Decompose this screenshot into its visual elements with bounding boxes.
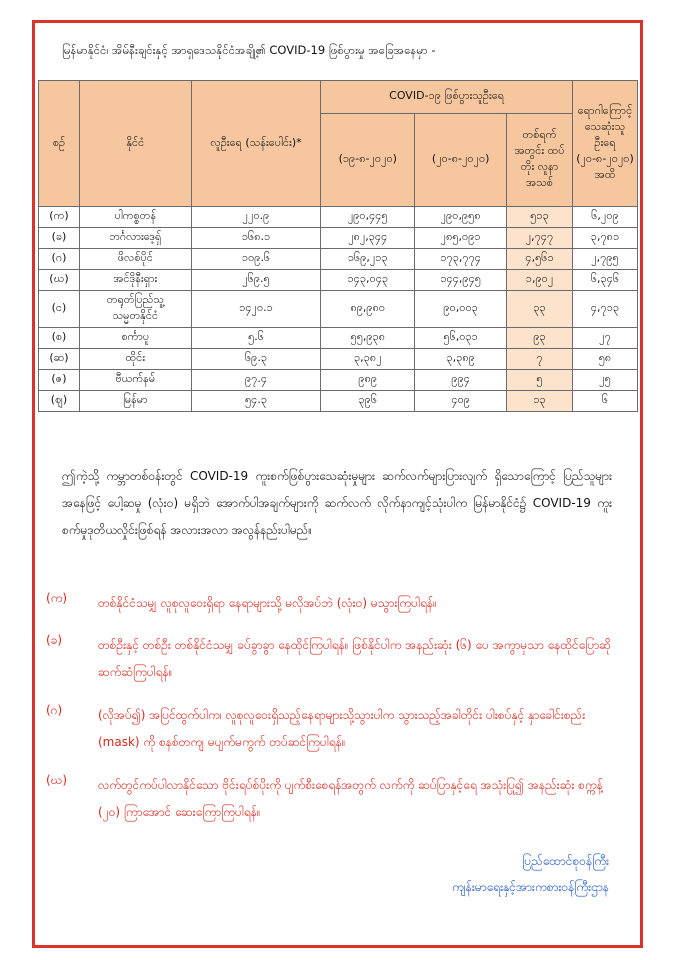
- cell-cases-date-2: ၉၀,၀၀၃: [415, 291, 507, 328]
- guideline-number: (ခ): [46, 633, 63, 647]
- header-deaths: ရောဂါကြောင့် သေဆုံးသူဦးရေ (၂၀-၈-၂၀၂၀) အထိ: [572, 81, 637, 207]
- cell-no: (င): [39, 291, 80, 328]
- table-row: [39, 291, 638, 328]
- cell-cases-date-1: ၃၉၆: [321, 391, 415, 412]
- cell-population: ၁၄၂၀.၁: [191, 291, 321, 328]
- guideline-text: လက်တွင်ကပ်ပါလာနိုင်သော ဗိုင်းရပ်စ်ပိုးကို ပျက်စီးစေရန်အတွက် လက်ကို ဆပ်ပြာနှင့်ရေ အသုံးပြု၍ အနည်းဆုံး စက္ကန့် (၂၀) ကြာအောင် ဆေးကြောကြပါရန်။: [98, 778, 603, 819]
- cell-cases-date-2: ၂၉၀,၉၅၈: [415, 207, 507, 228]
- signature-title: ပြည်ထောင်စုဝန်ကြီး: [522, 854, 609, 868]
- guideline-number: (ဃ): [46, 773, 68, 787]
- cell-no: (ဆ): [39, 349, 80, 370]
- cell-no: (ဂ): [39, 249, 80, 270]
- cell-new-cases: ၇: [507, 349, 573, 370]
- table-row: [39, 391, 638, 412]
- cell-new-cases: ၁၃: [507, 391, 573, 412]
- cell-country: ထိုင်း: [79, 349, 191, 370]
- cell-country: အင်ဒိုနီးရှား: [79, 270, 191, 291]
- cell-cases-date-1: ၉၈၉: [321, 370, 415, 391]
- guideline-text: တစ်ဦးနှင့် တစ်ဦး တစ်နိုင်ငံသမျှ ခပ်ခွာခွာ နေထိုင်ကြပါရန်။ ဖြစ်နိုင်ပါက အနည်းဆုံး (၆) ပေ အကွာမှသာ နေထိုင်ပြောဆိုဆက်ဆံကြပါရန်။: [98, 638, 611, 679]
- cell-population: ၅၄.၃: [191, 391, 321, 412]
- table-row: [39, 349, 638, 370]
- cell-no: (က): [39, 207, 80, 228]
- cell-cases-date-1: ၃,၃၈၂: [321, 349, 415, 370]
- cell-new-cases: ၅၁၃: [507, 207, 573, 228]
- cell-deaths: ၅၈: [572, 349, 637, 370]
- guideline-text: (လိုအပ်၍) အပြင်ထွက်ပါက၊ လူစုလူဝေးရှိသည့်နေရာများသို့သွားပါက သွားသည့်အခါတိုင်း ပါးစပ်နှင့် နှာခေါင်းစည်း (mask) ကို စနစ်တကျ မပျက်မကွက် တပ်ဆင်ကြပါရန်။: [98, 708, 586, 749]
- header-population: လူဦးရေ (သန်းပေါင်း)*: [191, 81, 321, 207]
- cell-cases-date-2: ၂၈၅,၀၉၁: [415, 228, 507, 249]
- header-country: နိုင်ငံ: [79, 81, 191, 207]
- cell-cases-date-1: ၁၆၉,၂၁၃: [321, 249, 415, 270]
- header-no: စဉ်: [39, 81, 80, 207]
- cell-deaths: ၂၇: [572, 328, 637, 349]
- body-paragraph: ဤကဲ့သို့ ကမ္ဘာတစ်ဝန်းတွင် COVID-19 ကူးစက်ဖြစ်ပွားသေဆုံးမှုများ ဆက်လက်များပြားလျက် ရှိသောကြောင့် ပြည်သူများအနေဖြင့် ပေါ့ဆမှု (လုံး၀) မရှိဘဲ အောက်ပါအချက်များကို ဆက်လက် လိုက်နာကျင့်သုံးပါက မြန်မာနိုင်ငံ၌ COVID-19 ကူးစက်မှုဒုတိယလှိုင်းဖြစ်ရန် အလားအလာ အလွန်နည်းပါမည်။: [62, 469, 612, 537]
- cell-cases-date-1: ၅၅,၉၃၈: [321, 328, 415, 349]
- cell-cases-date-1: ၂၉၀,၄၄၅: [321, 207, 415, 228]
- guideline-number: (က): [46, 591, 68, 605]
- cell-cases-date-2: ၁၇၃,၇၇၄: [415, 249, 507, 270]
- cell-deaths: ၆,၂၀၉: [572, 207, 637, 228]
- cell-population: ၅.၆: [191, 328, 321, 349]
- guideline-text: တစ်နိုင်ငံသမျှ လူစုလူဝေးရှိရာ နေရာများသို့ မလိုအပ်ဘဲ (လုံး၀) မသွားကြပါရန်။: [98, 596, 437, 610]
- cell-cases-date-2: ၃,၃၈၉: [415, 349, 507, 370]
- table-row: [39, 270, 638, 291]
- cell-no: (ဇ): [39, 370, 80, 391]
- cell-no: (ခ): [39, 228, 80, 249]
- cell-cases-date-1: ၁၄၃,၀၄၃: [321, 270, 415, 291]
- cell-population: ၂၂၀.၉: [191, 207, 321, 228]
- cell-cases-date-2: ၉၉၄: [415, 370, 507, 391]
- cell-no: (စ): [39, 328, 80, 349]
- cell-deaths: ၃,၇၈၁: [572, 228, 637, 249]
- guideline-item: [46, 702, 616, 756]
- cell-country: မြန်မာ: [79, 391, 191, 412]
- covid-cases-table: [38, 80, 638, 412]
- cell-cases-date-1: ၂၈၂,၃၄၄: [321, 228, 415, 249]
- cell-country: ဘင်္ဂလားဒေ့ရှ်: [79, 228, 191, 249]
- cell-deaths: ၆: [572, 391, 637, 412]
- cell-country: ဖိလစ်ပိုင်: [79, 249, 191, 270]
- cell-population: ၆၉.၃: [191, 349, 321, 370]
- cell-population: ၂၆၉.၅: [191, 270, 321, 291]
- cell-new-cases: ၂,၇၄၇: [507, 228, 573, 249]
- cell-deaths: ၄,၇၁၃: [572, 291, 637, 328]
- header-cases-group: COVID-၁၉ ဖြစ်ပွားသူဦးရေ: [321, 81, 573, 114]
- header-date-1: (၁၉-၈-၂၀၂၀): [321, 114, 415, 207]
- cell-cases-date-2: ၁၄၄,၉၄၅: [415, 270, 507, 291]
- cell-population: ၁၀၉.၆: [191, 249, 321, 270]
- cell-deaths: ၂၅: [572, 370, 637, 391]
- cell-cases-date-2: ၅၆,၀၃၁: [415, 328, 507, 349]
- cell-no: (ဈ): [39, 391, 80, 412]
- guideline-number: (ဂ): [46, 703, 63, 717]
- cell-no: (ဃ): [39, 270, 80, 291]
- cell-cases-date-1: ၈၉,၉၈၀: [321, 291, 415, 328]
- cell-country: ဗီယက်နမ်: [79, 370, 191, 391]
- table-row: [39, 249, 638, 270]
- cell-new-cases: ၁,၉၀၂: [507, 270, 573, 291]
- table-row: [39, 207, 638, 228]
- guideline-item: [46, 772, 616, 826]
- table-row: [39, 328, 638, 349]
- cell-deaths: ၆,၃၄၆: [572, 270, 637, 291]
- cell-deaths: ၂,၇၉၅: [572, 249, 637, 270]
- table-row: [39, 370, 638, 391]
- cell-population: ၉၇.၄: [191, 370, 321, 391]
- guideline-item: [46, 590, 616, 617]
- table-row: [39, 228, 638, 249]
- cell-population: ၁၆၈.၁: [191, 228, 321, 249]
- cell-new-cases: ၄,၅၆၁: [507, 249, 573, 270]
- cell-country: ပါကစ္စတန်: [79, 207, 191, 228]
- header-new-cases: တစ်ရက်အတွင်း ထပ်တိုး လူနာအသစ်: [507, 114, 573, 207]
- cell-new-cases: ၃၃: [507, 291, 573, 328]
- cell-new-cases: ၅: [507, 370, 573, 391]
- signature-ministry: ကျန်းမာရေးနှင့်အားကစားဝန်ကြီးဌာန: [451, 880, 609, 894]
- cell-cases-date-2: ၄၀၉: [415, 391, 507, 412]
- guideline-item: [46, 632, 616, 686]
- cell-country: တရုတ်ပြည်သူ့ သမ္မတနိုင်ငံ: [79, 291, 191, 328]
- signature-block: [452, 848, 609, 900]
- page-title: မြန်မာနိုင်ငံ၊ အိမ်နီးချင်းနှင့် အာရှဒေသနိုင်ငံအချို့၏ COVID-19 ဖြစ်ပွားမှု အခြေအနေမှာ -: [62, 43, 436, 57]
- cell-new-cases: ၉၃: [507, 328, 573, 349]
- header-date-2: (၂၀-၈-၂၀၂၀): [415, 114, 507, 207]
- cell-country: စင်္ကာပူ: [79, 328, 191, 349]
